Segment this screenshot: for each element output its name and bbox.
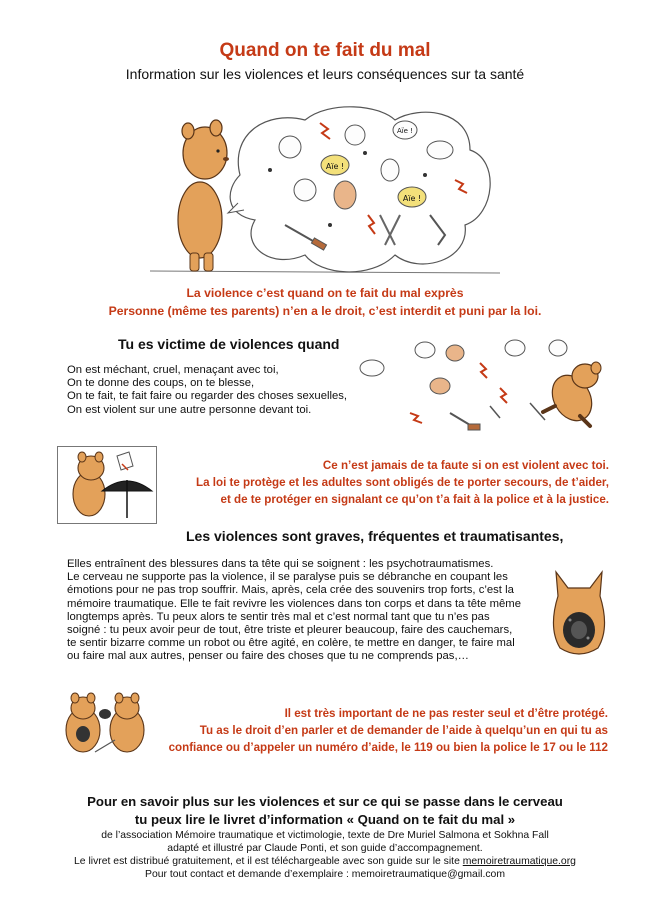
intro-line-1: La violence c’est quand on te fait du mal exprès bbox=[186, 286, 464, 300]
protect-line: La loi te protège et les adultes sont obligés de te porter secours, de t’aider, bbox=[196, 476, 609, 489]
help-line: Il est très important de ne pas rester seul et d’être protégé. bbox=[284, 707, 608, 720]
grave-line: Elles entraînent des blessures dans ta tête qui se soignent : les psychotraumatismes. bbox=[67, 558, 494, 570]
footer-bold-1: Pour en savoir plus sur les violences et sur ce qui se passe dans le cerveau bbox=[87, 794, 563, 809]
bubble-word: Aïe ! bbox=[402, 194, 422, 203]
footer-line-3 bbox=[0, 856, 650, 869]
grave-line: ou faire mal aux autres, penser ou faire des choses que tu ne comprends pas,… bbox=[67, 650, 469, 663]
page-title: Quand on te fait du mal bbox=[219, 40, 431, 61]
grave-line: te sentir bizarre comme un robot ou être agité, en colère, te mettre en danger, te faire mal bbox=[67, 637, 515, 650]
victim-list bbox=[67, 364, 367, 417]
grave-line: Le cerveau ne supporte pas la violence, il se paralyse puis se débranche en coupant les bbox=[67, 571, 508, 584]
falling-bear-illustration bbox=[350, 328, 610, 438]
footer-line-1: de l’association Mémoire traumatique et victimologie, texte de Dre Muriel Salmona et Sokhna Fall bbox=[101, 830, 549, 841]
footer-bold-2: tu peux lire le livret d’information « Quand on te fait du mal » bbox=[134, 812, 516, 827]
grave-heading: Les violences sont graves, fréquentes et traumatisantes, bbox=[186, 528, 564, 544]
brain-bear-illustration bbox=[548, 568, 610, 658]
victim-line: On est méchant, cruel, menaçant avec toi, bbox=[67, 364, 279, 376]
grave-line: émotions pour ne pas trop souffrir. Mais, après, cela crée des souvenirs trop forts, c’est la bbox=[67, 584, 514, 597]
protect-illustration bbox=[57, 446, 157, 524]
protect-line: et de te protéger en signalant ce qu’on t’a fait à la police et à la justice. bbox=[220, 493, 609, 506]
grave-line: longtemps après. Tu peux alors te sentir très mal et c’est normal tant que tu n’es pas bbox=[67, 610, 490, 623]
grave-line: mémoire traumatique. Elle te fait revivre les violences dans ton corps et dans ta tête même bbox=[67, 597, 521, 610]
victim-heading: Tu es victime de violences quand bbox=[118, 336, 340, 352]
victim-line: On te fait, te fait faire ou regarder des choses sexuelles, bbox=[67, 390, 348, 403]
protect-line: Ce n’est jamais de ta faute si on est violent avec toi. bbox=[322, 459, 609, 472]
site-link[interactable]: memoiretraumatique.org bbox=[462, 856, 576, 867]
page-subtitle: Information sur les violences et leurs conséquences sur ta santé bbox=[125, 66, 525, 82]
help-text bbox=[160, 705, 608, 756]
bear-thought-illustration bbox=[0, 95, 650, 285]
talking-bears-illustration bbox=[55, 690, 155, 756]
victim-line: On est violent sur une autre personne devant toi. bbox=[67, 403, 312, 416]
help-line: confiance ou d’appeler un numéro d’aide, le 119 ou bien la police le 17 ou le 112 bbox=[168, 741, 608, 754]
bubble-word: Aïe ! bbox=[325, 162, 345, 171]
footer-line-4: Pour tout contact et demande d’exemplaire : memoiretraumatique@gmail.com bbox=[145, 869, 505, 880]
footer-line-2: adapté et illustré par Claude Ponti, et son guide d’accompagnement. bbox=[167, 843, 483, 854]
victim-line: On te donne des coups, on te blesse, bbox=[67, 377, 255, 390]
grave-line: soigné : tu peux avoir peur de tout, être triste et pleurer beaucoup, faire des cauchemars, bbox=[67, 624, 513, 637]
footer-line-3-prefix: Le livret est distribué gratuitement, et il est téléchargeable avec son guide sur le site bbox=[74, 856, 463, 867]
grave-paragraph bbox=[67, 558, 547, 664]
protect-text bbox=[165, 457, 609, 508]
help-line: Tu as le droit d’en parler et de demander de l’aide à quelqu’un en qui tu as bbox=[199, 724, 608, 737]
bubble-word: Aïe ! bbox=[396, 127, 414, 135]
intro-line-2: Personne (même tes parents) n’en a le droit, c’est interdit et puni par la loi. bbox=[108, 304, 542, 318]
